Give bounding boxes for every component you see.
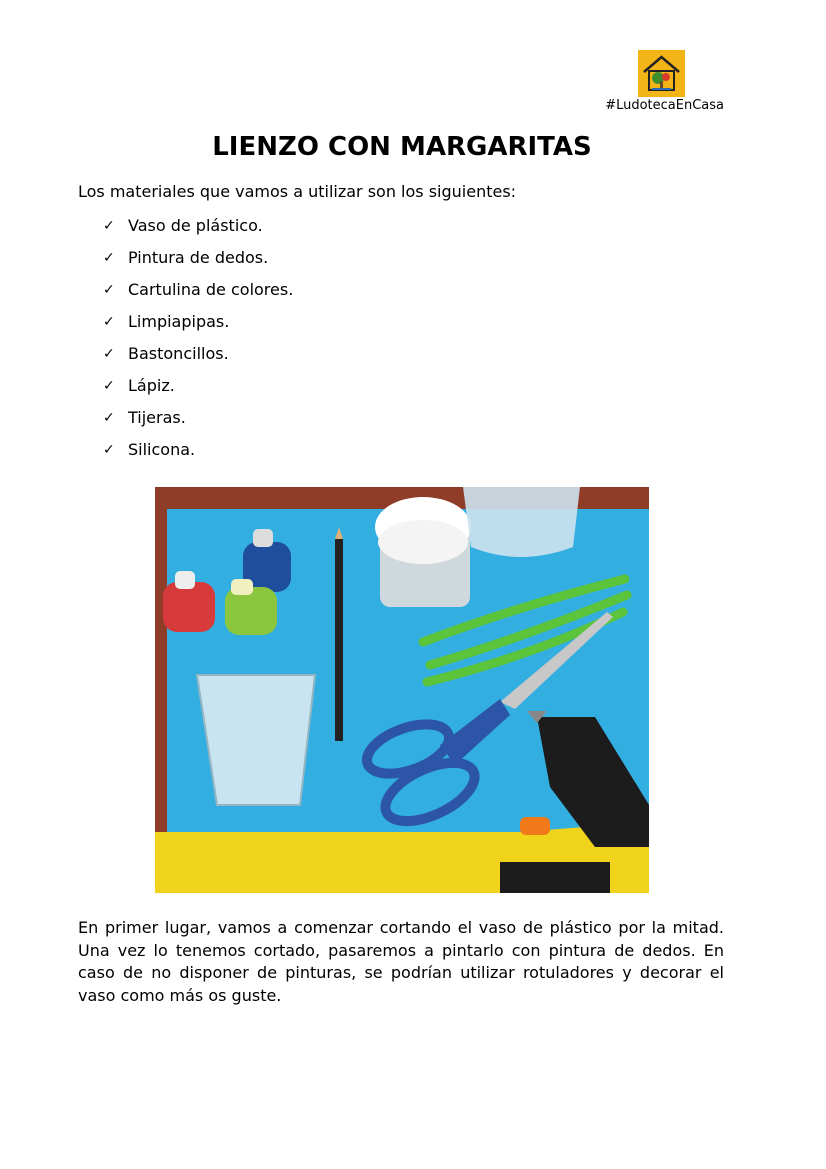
check-icon: ✓ [103, 410, 115, 426]
material-label: Vaso de plástico. [128, 216, 263, 235]
material-label: Tijeras. [128, 408, 186, 427]
material-label: Pintura de dedos. [128, 248, 269, 267]
ludoteca-house-logo-icon [638, 50, 685, 97]
pencil [335, 539, 343, 741]
check-icon: ✓ [103, 282, 115, 298]
instructions-paragraph: En primer lugar, vamos a comenzar cortando el vaso de plástico por la mitad. Una vez lo tenemos cortado, pasaremos a pintarlo con pintura de dedos. En caso de no disponer de pinturas, se podrían utilizar rotuladores y decorar el vaso como más os guste. [78, 918, 724, 1005]
check-icon: ✓ [103, 218, 115, 234]
materials-list [103, 210, 293, 466]
list-item [103, 274, 293, 306]
page-title: LIENZO CON MARGARITAS [212, 132, 592, 162]
check-icon: ✓ [103, 250, 115, 266]
hashtag-label: #LudotecaEnCasa [605, 98, 724, 113]
materials-photo [155, 487, 649, 893]
material-label: Bastoncillos. [128, 344, 229, 363]
list-item [103, 306, 293, 338]
check-icon: ✓ [103, 378, 115, 394]
list-item [103, 210, 293, 242]
list-item [103, 338, 293, 370]
check-icon: ✓ [103, 442, 115, 458]
cotton-swabs [375, 497, 471, 607]
glass-top [463, 487, 580, 557]
list-item [103, 402, 293, 434]
list-item [103, 434, 293, 466]
material-label: Lápiz. [128, 376, 175, 395]
list-item [103, 242, 293, 274]
check-icon: ✓ [103, 346, 115, 362]
material-label: Limpiapipas. [128, 312, 230, 331]
material-label: Cartulina de colores. [128, 280, 294, 299]
materials-intro: Los materiales que vamos a utilizar son los siguientes: [78, 182, 517, 201]
check-icon: ✓ [103, 314, 115, 330]
list-item [103, 370, 293, 402]
plastic-cup [197, 675, 315, 805]
material-label: Silicona. [128, 440, 196, 459]
